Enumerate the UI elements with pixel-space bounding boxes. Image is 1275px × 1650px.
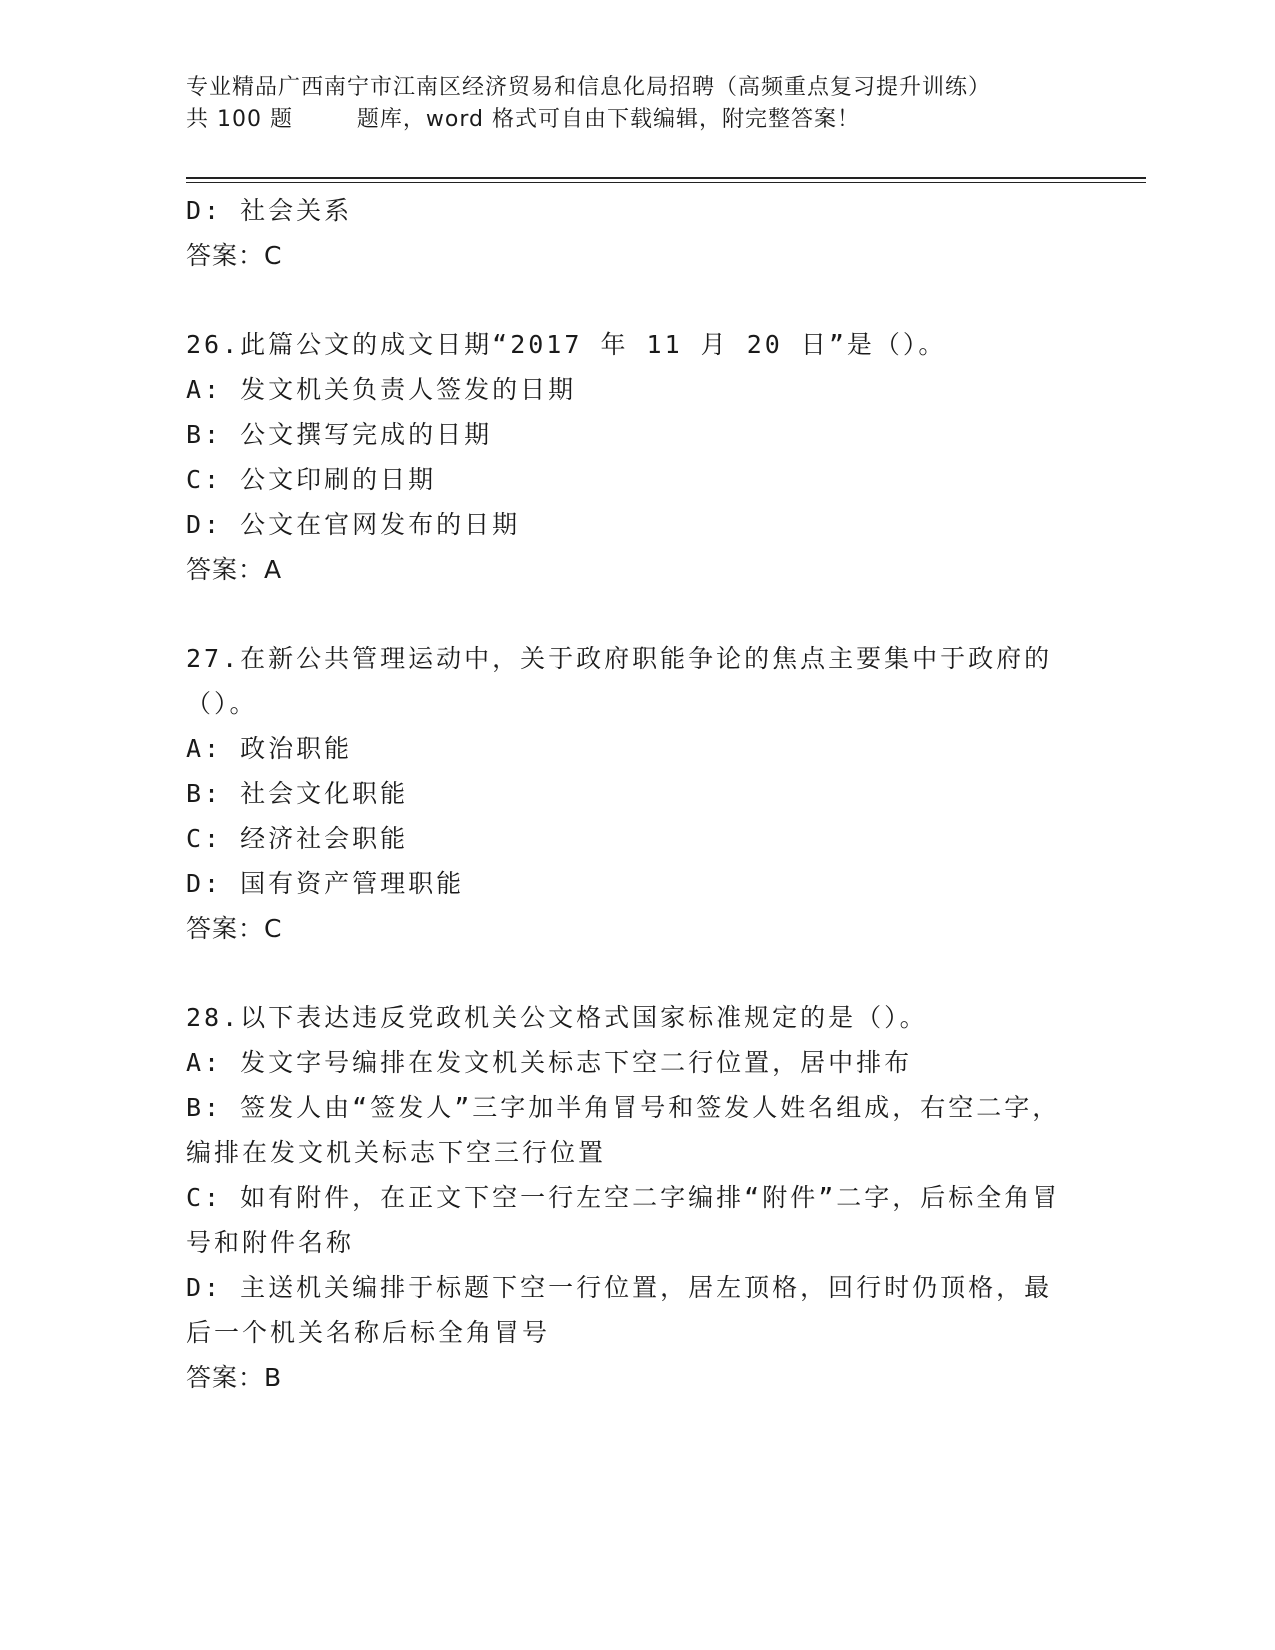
spacer [186, 951, 1076, 995]
question-28 [186, 995, 1076, 1400]
spacer [186, 592, 1076, 636]
spacer [186, 278, 1076, 322]
answer-text: 答案：A [186, 555, 283, 584]
document-header [186, 72, 1146, 136]
option-a: A: 发文字号编排在发文机关标志下空二行位置，居中排布 [186, 1048, 913, 1077]
option-d: D: 社会关系 [186, 196, 353, 225]
option-b: B: 社会文化职能 [186, 779, 409, 808]
question-stem: 26.此篇公文的成文日期“2017 年 11 月 20 日”是（）。 [186, 330, 947, 359]
header-subtitle: 共 100 题 题库，word 格式可自由下载编辑，附完整答案！ [186, 107, 860, 132]
option-d: D: 国有资产管理职能 [186, 869, 465, 898]
question-list [186, 188, 1076, 1400]
header-divider-thin [186, 182, 1146, 183]
option-a: A: 发文机关负责人签发的日期 [186, 375, 577, 404]
option-b: B: 公文撰写完成的日期 [186, 420, 493, 449]
option-c: C: 如有附件，在正文下空一行左空二字编排“附件”二字，后标全角冒号和附件名称 [186, 1183, 1061, 1257]
question-27 [186, 636, 1076, 951]
header-divider-thick [186, 177, 1146, 179]
answer-text: 答案：C [186, 914, 283, 943]
option-a: A: 政治职能 [186, 734, 353, 763]
option-b: B: 签发人由“签发人”三字加半角冒号和签发人姓名组成，右空二字，编排在发文机关标志下空三行位置 [186, 1093, 1061, 1167]
question-26 [186, 322, 1076, 592]
question-stem: 28.以下表达违反党政机关公文格式国家标准规定的是（）。 [186, 1003, 928, 1032]
question-continuation [186, 188, 1076, 278]
header-title: 专业精品广西南宁市江南区经济贸易和信息化局招聘（高频重点复习提升训练） [186, 75, 992, 100]
answer-text: 答案：B [186, 1363, 283, 1392]
option-d: D: 公文在官网发布的日期 [186, 510, 521, 539]
option-c: C: 公文印刷的日期 [186, 465, 437, 494]
question-stem: 27.在新公共管理运动中，关于政府职能争论的焦点主要集中于政府的（）。 [186, 644, 1053, 718]
option-d: D: 主送机关编排于标题下空一行位置，居左顶格，回行时仍顶格，最后一个机关名称后标全角冒号 [186, 1273, 1053, 1347]
option-c: C: 经济社会职能 [186, 824, 409, 853]
answer-text: 答案：C [186, 241, 283, 270]
